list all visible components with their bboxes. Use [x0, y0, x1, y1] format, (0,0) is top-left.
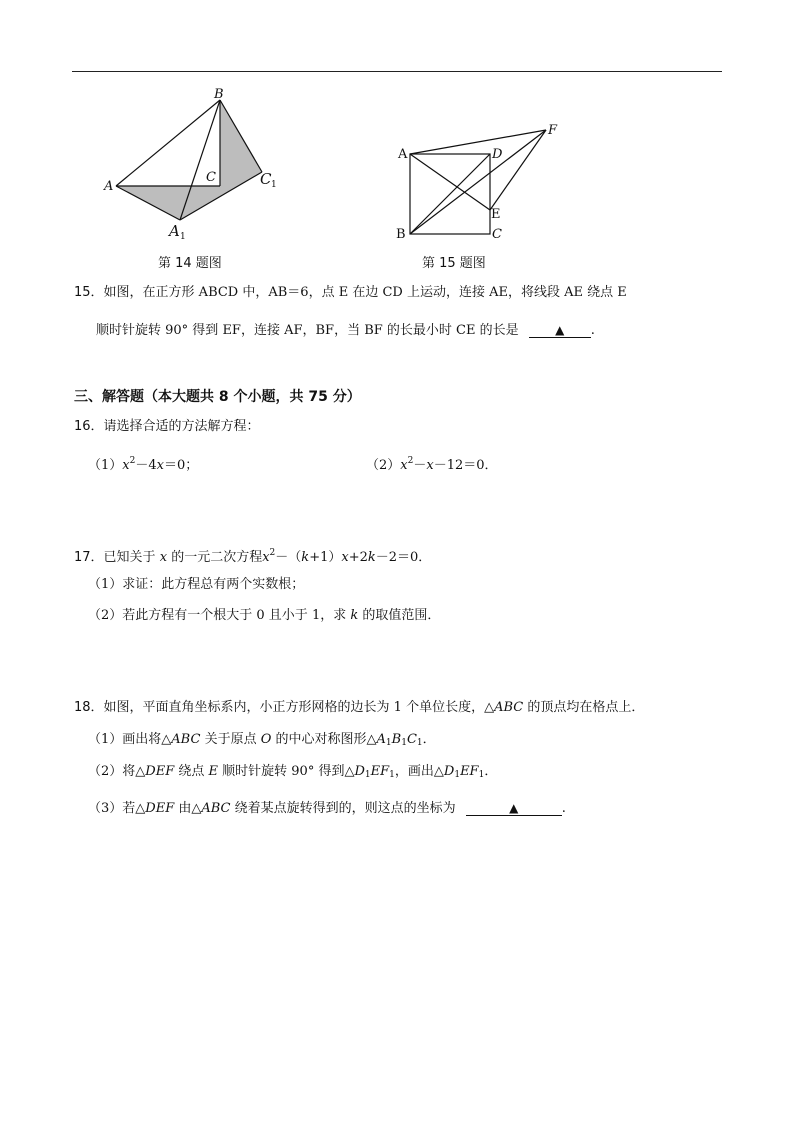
- header-rule: [72, 71, 722, 72]
- q16-stem: 16．请选择合适的方法解方程：: [74, 419, 260, 434]
- label-a1-sub: 1: [180, 232, 186, 242]
- caption-fig15: 第 15 题图: [422, 256, 486, 271]
- q18-stem: 18．如图，平面直角坐标系内，小正方形网格的边长为 1 个单位长度，△ABC 的顶点均在格点上．: [74, 700, 645, 715]
- figure-14: [100, 88, 300, 248]
- q17-part1: （1）求证：此方程总有两个实数根；: [88, 577, 305, 592]
- label-c: C: [492, 227, 502, 242]
- label-e: E: [491, 207, 501, 222]
- q16-part2: $(2)x^2-x-12=0$．: [366, 456, 498, 473]
- label-b: B: [214, 88, 224, 102]
- label-c1-sub: 1: [271, 180, 277, 190]
- q18-answer-blank[interactable]: ▲: [466, 801, 562, 816]
- q15-line2: 顺时针旋转 90° 得到 EF，连接 AF，BF，当 BF 的长最小时 CE 的长是 ▲ .: [96, 323, 595, 338]
- label-a: A: [398, 147, 408, 162]
- q18-part2: （2）将△DEF 绕点 E 顺时针旋转 90° 得到$\triangle D_1EF_1$，画出$\triangle D_1EF_1$．: [88, 764, 498, 780]
- section-3-heading: 三、解答题（本大题共 8 个小题，共 75 分）: [74, 389, 361, 405]
- label-a1: A: [169, 222, 180, 240]
- q18-part3: （3）若△DEF 由△ABC 绕着某点旋转得到的，则这点的坐标为 ▲ .: [88, 801, 566, 816]
- label-c: C: [206, 170, 216, 185]
- q15-answer-blank[interactable]: ▲: [529, 323, 591, 338]
- label-a: A: [104, 179, 114, 194]
- q16-part1: $(1)x^2-4x=0$；: [88, 456, 199, 473]
- figure-15: [390, 120, 570, 250]
- label-f: F: [548, 123, 558, 138]
- q17-part2: （2）若此方程有一个根大于 0 且小于 1，求 k 的取值范围．: [88, 608, 441, 623]
- caption-fig14: 第 14 题图: [158, 256, 222, 271]
- label-d: D: [492, 147, 503, 162]
- label-b: B: [396, 227, 406, 242]
- q18-part1: （1）画出将△ABC 关于原点 O 的中心对称图形$\triangle A_1B_1C_1$．: [88, 732, 436, 748]
- q17-stem: 17．已知关于 x 的一元二次方程$x^2-(k+1)x+2k-2=0$．: [74, 548, 432, 565]
- label-c1: C: [260, 170, 272, 188]
- q15-line1: 15．如图，在正方形 ABCD 中，AB＝6，点 E 在边 CD 上运动，连接 AE，将线段 AE 绕点 E: [74, 285, 627, 300]
